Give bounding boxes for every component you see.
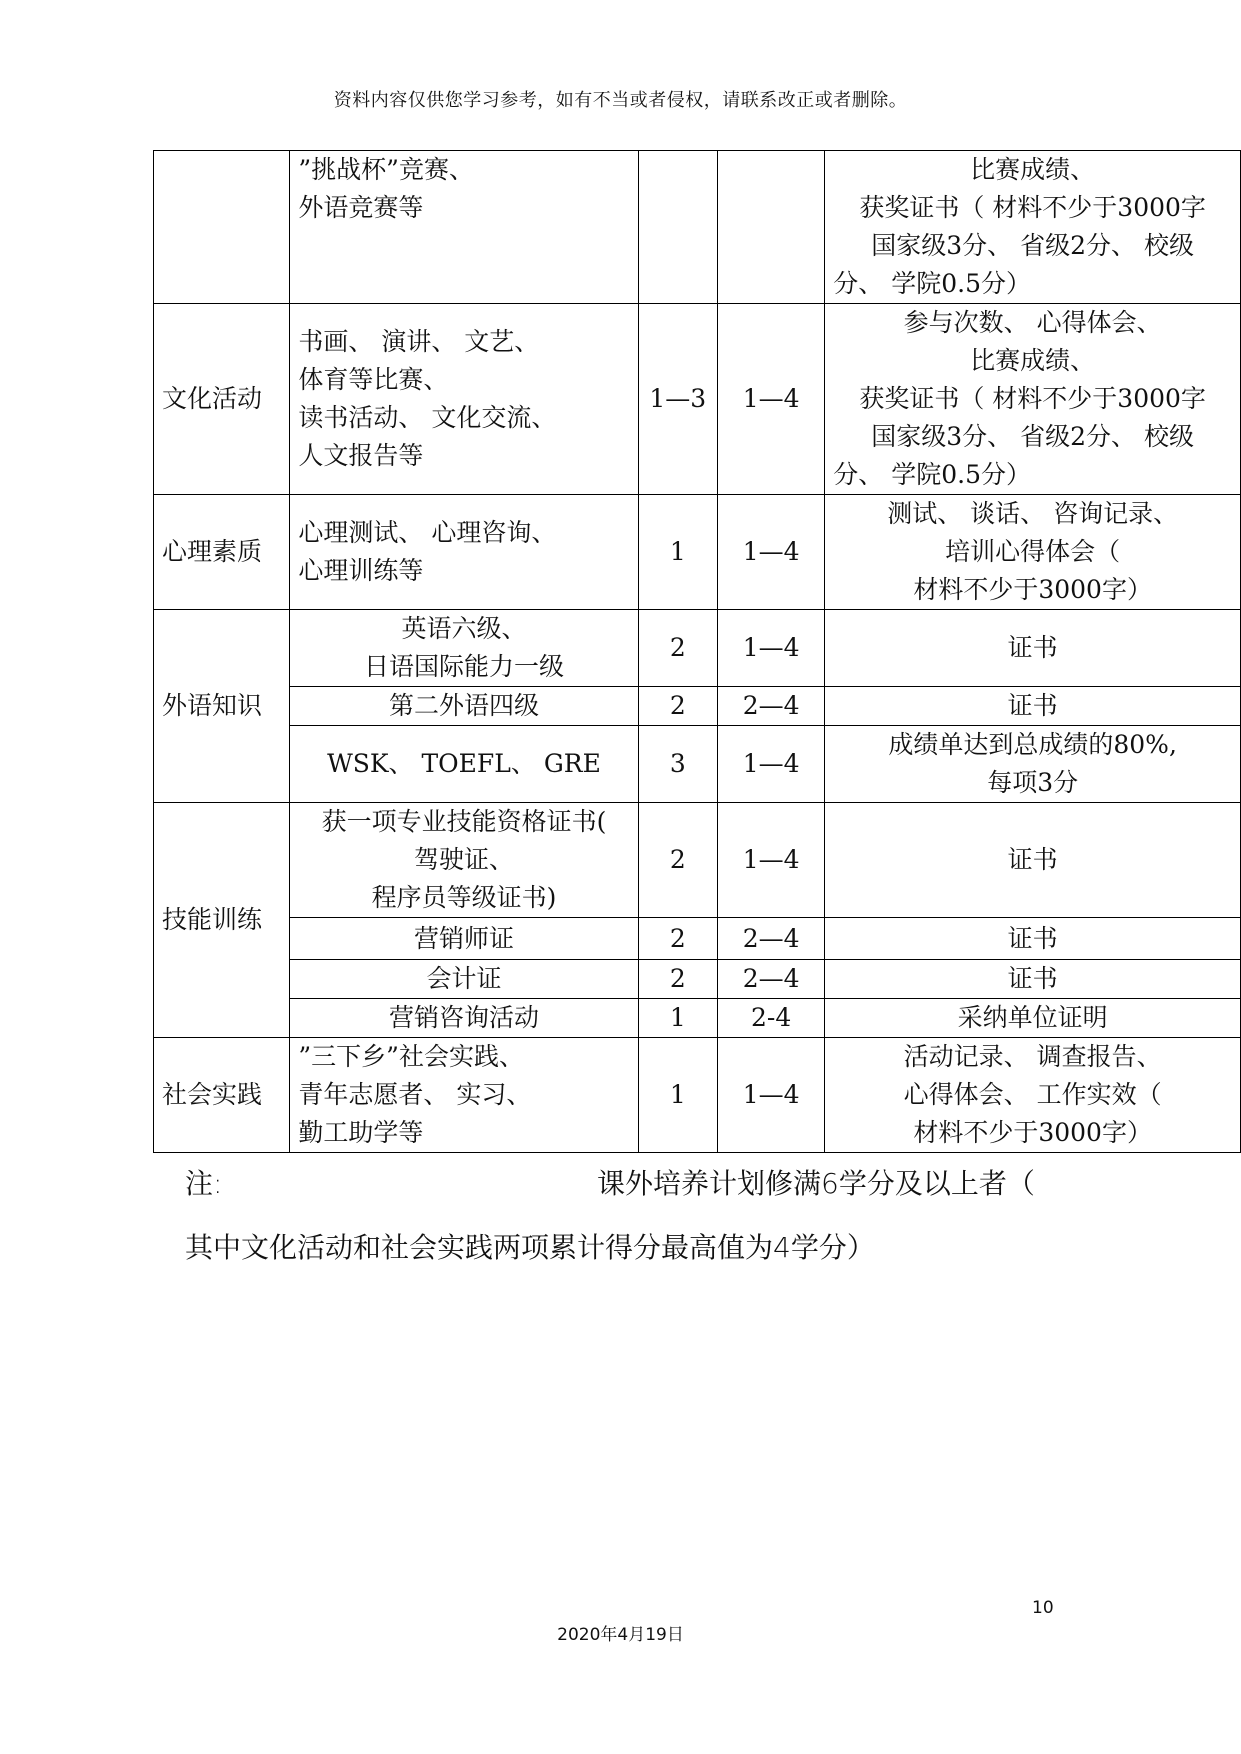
table-row bbox=[154, 960, 1241, 999]
table-row bbox=[154, 495, 1241, 610]
table-row bbox=[154, 726, 1241, 803]
items-cell: WSK、 TOEFL、 GRE bbox=[290, 726, 638, 803]
table-row bbox=[154, 151, 1241, 304]
category-cell: 技能训练 bbox=[154, 803, 290, 1038]
score-cell: 2 bbox=[638, 918, 718, 960]
term-cell: 1—4 bbox=[718, 610, 825, 687]
term-cell: 2-4 bbox=[718, 999, 825, 1038]
score-cell: 1 bbox=[638, 495, 718, 610]
table-row bbox=[154, 610, 1241, 687]
footer-date: 2020年4月19日 bbox=[557, 1625, 684, 1645]
note-text-1: 课外培养计划修满6学分及以上者（ bbox=[597, 1167, 1035, 1200]
requirement-cell: 证书 bbox=[825, 610, 1241, 687]
term-cell: 2—4 bbox=[718, 918, 825, 960]
items-cell: 心理测试、 心理咨询、 心理训练等 bbox=[290, 495, 638, 610]
term-cell: 2—4 bbox=[718, 687, 825, 726]
category-cell: 社会实践 bbox=[154, 1038, 290, 1153]
items-cell: 英语六级、 日语国际能力一级 bbox=[290, 610, 638, 687]
term-cell: 1—4 bbox=[718, 803, 825, 918]
score-cell: 2 bbox=[638, 610, 718, 687]
score-cell: 2 bbox=[638, 803, 718, 918]
score-cell: 1—3 bbox=[638, 304, 718, 495]
requirement-cell: 证书 bbox=[825, 960, 1241, 999]
items-cell: 获一项专业技能资格证书( 驾驶证、 程序员等级证书) bbox=[290, 803, 638, 918]
items-cell: 营销师证 bbox=[290, 918, 638, 960]
requirement-cell: 活动记录、 调查报告、 心得体会、 工作实效（ 材料不少于3000字） bbox=[825, 1038, 1241, 1153]
requirement-cell: 证书 bbox=[825, 803, 1241, 918]
score-cell bbox=[638, 151, 718, 304]
term-cell: 2—4 bbox=[718, 960, 825, 999]
term-cell: 1—4 bbox=[718, 726, 825, 803]
score-cell: 2 bbox=[638, 960, 718, 999]
term-cell: 1—4 bbox=[718, 495, 825, 610]
credit-table bbox=[153, 150, 1241, 1153]
table-row bbox=[154, 999, 1241, 1038]
items-cell: 营销咨询活动 bbox=[290, 999, 638, 1038]
score-cell: 3 bbox=[638, 726, 718, 803]
requirement-cell: 采纳单位证明 bbox=[825, 999, 1241, 1038]
page-number: 10 bbox=[1032, 1598, 1054, 1618]
requirement-cell: 成绩单达到总成绩的80%, 每项3分 bbox=[825, 726, 1241, 803]
note-line-2: 其中文化活动和社会实践两项累计得分最高值为4学分） bbox=[185, 1231, 875, 1264]
category-cell: 外语知识 bbox=[154, 610, 290, 803]
term-cell bbox=[718, 151, 825, 304]
table-row bbox=[154, 1038, 1241, 1153]
table-row bbox=[154, 803, 1241, 918]
table-row bbox=[154, 918, 1241, 960]
note-label: 注: bbox=[185, 1167, 223, 1200]
items-cell: 第二外语四级 bbox=[290, 687, 638, 726]
score-cell: 2 bbox=[638, 687, 718, 726]
requirement-cell: 证书 bbox=[825, 687, 1241, 726]
category-cell: 心理素质 bbox=[154, 495, 290, 610]
requirement-cell: 证书 bbox=[825, 918, 1241, 960]
requirement-cell: 测试、 谈话、 咨询记录、 培训心得体会（ 材料不少于3000字） bbox=[825, 495, 1241, 610]
requirement-cell: 参与次数、 心得体会、 比赛成绩、 获奖证书（ 材料不少于3000字 国家级3分、 省级2分、 校级 分、 学院0.5分） bbox=[825, 304, 1241, 495]
table-row bbox=[154, 304, 1241, 495]
items-cell: ”三下乡”社会实践、 青年志愿者、 实习、 勤工助学等 bbox=[290, 1038, 638, 1153]
disclaimer-header: 资料内容仅供您学习参考，如有不当或者侵权，请联系改正或者删除。 bbox=[333, 90, 908, 111]
score-cell: 1 bbox=[638, 1038, 718, 1153]
items-cell: 书画、 演讲、 文艺、 体育等比赛、 读书活动、 文化交流、 人文报告等 bbox=[290, 304, 638, 495]
requirement-cell: 比赛成绩、 获奖证书（ 材料不少于3000字 国家级3分、 省级2分、 校级 分、 学院0.5分） bbox=[825, 151, 1241, 304]
score-cell: 1 bbox=[638, 999, 718, 1038]
category-cell bbox=[154, 151, 290, 304]
term-cell: 1—4 bbox=[718, 1038, 825, 1153]
items-cell: 会计证 bbox=[290, 960, 638, 999]
category-cell: 文化活动 bbox=[154, 304, 290, 495]
term-cell: 1—4 bbox=[718, 304, 825, 495]
items-cell: ”挑战杯”竞赛、 外语竞赛等 bbox=[290, 151, 638, 304]
table-row bbox=[154, 687, 1241, 726]
